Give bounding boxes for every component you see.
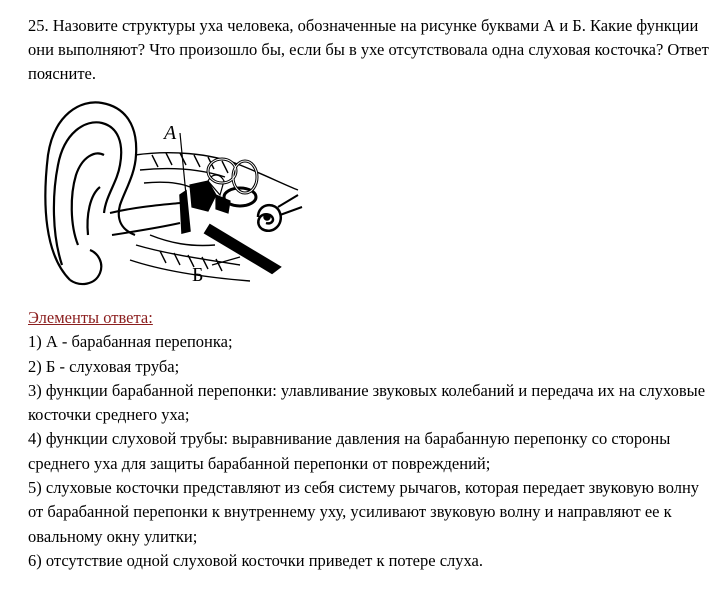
question-text: 25. Назовите структуры уха человека, обозначенные на рисунке буквами А и Б. Какие функции они выполняют? Что произошло бы, если бы в ухе отсутствовала одна слуховая косточка? Ответ поясните. (28, 16, 709, 83)
answer-heading: Элементы ответа: (28, 308, 153, 327)
answer-item: 3) функции барабанной перепонки: улавливание звуковых колебаний и передача их на слуховые косточки среднего уха; (28, 380, 706, 425)
label-a: А (164, 122, 177, 144)
answer-block (28, 306, 718, 573)
answer-item: 4) функции слуховой трубы: выравнивание давления на барабанную перепонку со стороны среднего уха для защиты барабанной перепонки от повреждений; (28, 429, 671, 473)
eustachian-tube (205, 225, 280, 273)
ear-canal (110, 203, 180, 235)
answer-item: 6) отсутствие одной слуховой косточки приведет к потере слуха. (28, 550, 483, 570)
answer-item: 5) слуховые косточки представляют из себя систему рычагов, которая передает звуковую волну от барабанной перепонки к внутреннему уху, усиливают звуковую волну и направляют ее к овальному окну улитки; (28, 478, 700, 546)
label-b: Б (192, 264, 204, 286)
cochlea (258, 205, 281, 231)
auricle (45, 102, 136, 284)
semicircular-canals (208, 159, 257, 206)
auditory-nerve (278, 195, 302, 215)
tympanic-membrane (180, 191, 190, 233)
ear-diagram (40, 95, 315, 295)
answer-item: 2) Б - слуховая труба; (28, 356, 180, 376)
answer-item: 1) А - барабанная перепонка; (28, 332, 233, 352)
ear-illustration (40, 95, 315, 295)
